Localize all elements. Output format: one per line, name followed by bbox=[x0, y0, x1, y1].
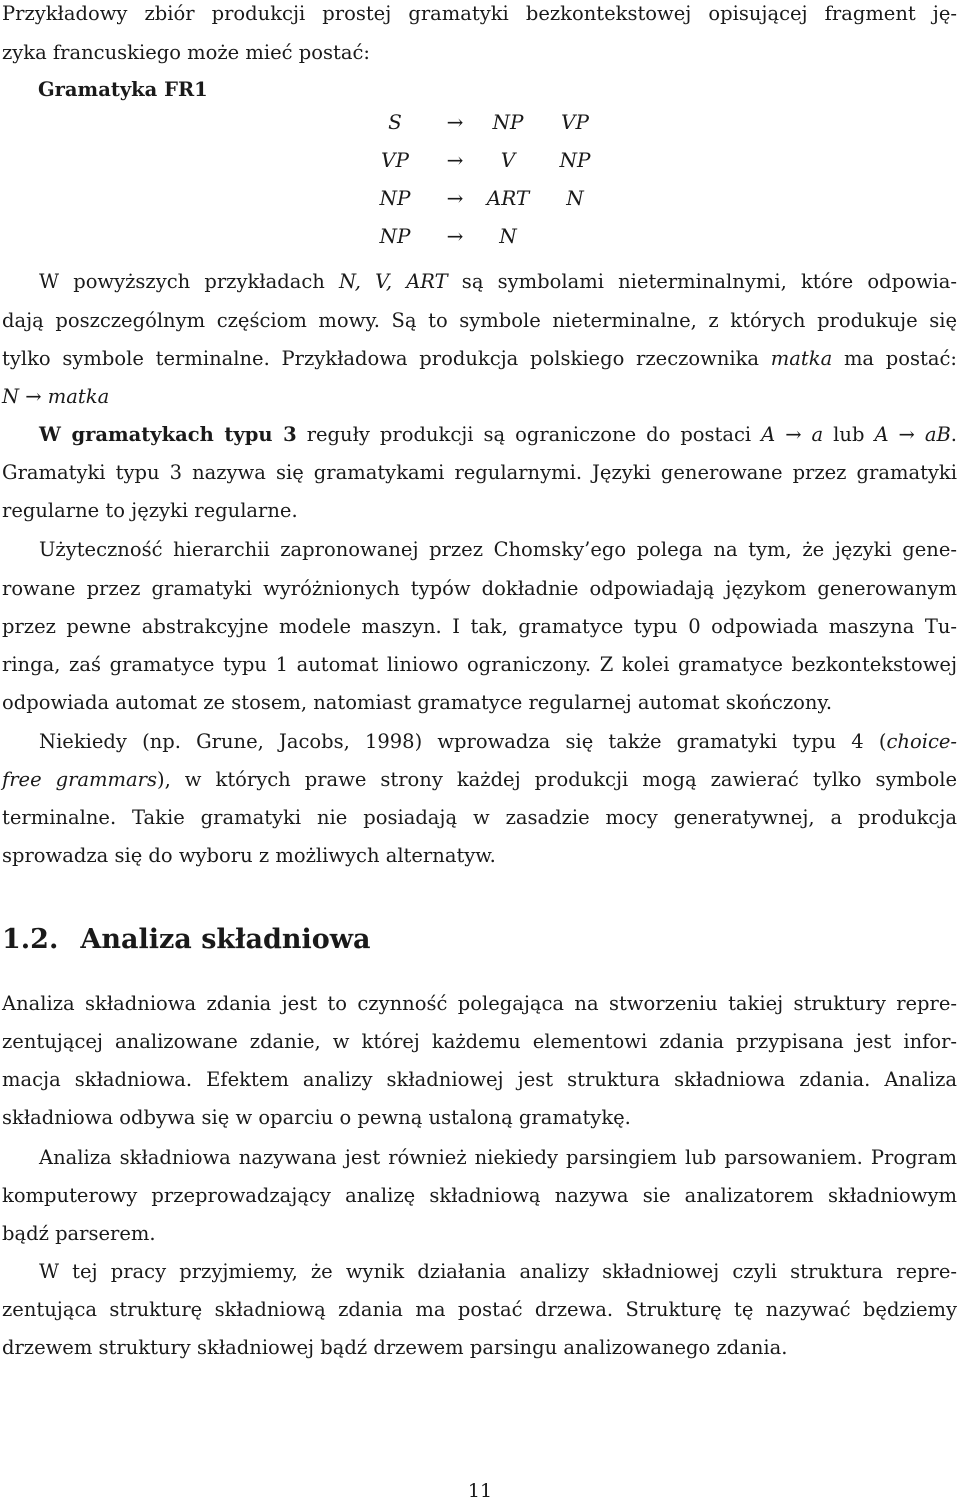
italic-term: free grammars bbox=[2, 768, 157, 791]
page-number: 11 bbox=[467, 1480, 493, 1502]
para7-line-3: drzewem struktury składniowej bądź drzewem parsingu analizowanego zdania. bbox=[2, 1336, 788, 1359]
rule-arrow: → bbox=[446, 186, 464, 210]
section-title: Analiza składniowa bbox=[80, 924, 371, 955]
para3-line-4: ringa, zaś gramatyce typu 1 automat liniowo ograniczony. Z kolei gramatyce bezkontekstowej bbox=[2, 653, 957, 676]
para1-line-3 bbox=[2, 347, 957, 371]
para4-line-3: terminalne. Takie gramatyki nie posiadają w zasadzie mocy generatywnej, a produkcja bbox=[2, 806, 957, 829]
para4-line-4: sprowadza się do wyboru z możliwych alternatyw. bbox=[2, 844, 496, 867]
bold-term: W gramatykach typu 3 bbox=[39, 423, 297, 446]
italic-term: choice- bbox=[886, 730, 957, 753]
para3-line-2: rowane przez gramatyki wyróżnionych typów dokładnie odpowiadają językom generowanym bbox=[2, 577, 957, 600]
para7-line-1: W tej pracy przyjmiemy, że wynik działania analizy składniowej czyli struktura repre- bbox=[39, 1260, 957, 1283]
para2-line-3: regularne to języki regularne. bbox=[2, 499, 298, 522]
para7-line-2: zentująca strukturę składniową zdania ma postać drzewa. Strukturę tę nazywać będziemy bbox=[2, 1298, 957, 1321]
para5-line-2: zentującej analizowane zdanie, w której każdemu elementowi zdania przypisana jest infor- bbox=[2, 1030, 957, 1053]
grammar-rule-2 bbox=[360, 148, 620, 178]
grammar-rule-3 bbox=[360, 186, 620, 216]
text-span: reguły produkcji są ograniczone do postaci bbox=[296, 423, 762, 446]
section-number: 1.2. bbox=[2, 924, 59, 955]
grammar-title: Gramatyka FR1 bbox=[38, 78, 208, 101]
formula: A → aB bbox=[874, 423, 951, 446]
text-span: W powyższych przykładach bbox=[39, 270, 339, 293]
formula: A → a bbox=[761, 423, 824, 446]
text-span: tylko symbole terminalne. Przykładowa produkcja polskiego rzeczownika bbox=[2, 347, 771, 370]
rule-rhs-2: VP bbox=[561, 110, 589, 134]
rule-rhs-1: ART bbox=[486, 186, 530, 210]
text-span: Niekiedy (np. Grune, Jacobs, 1998) wprowadza się także gramatyki typu 4 ( bbox=[39, 730, 887, 753]
rule-lhs: S bbox=[388, 110, 402, 134]
rule-lhs: NP bbox=[379, 224, 411, 248]
rule-arrow: → bbox=[446, 110, 464, 134]
para3-line-1: Użyteczność hierarchii zapronowanej przez Chomsky’ego polega na tym, że języki gene- bbox=[39, 538, 957, 561]
rule-rhs-1: V bbox=[500, 148, 516, 172]
intro-line-2: zyka francuskiego może mieć postać: bbox=[2, 41, 370, 64]
para3-line-5: odpowiada automat ze stosem, natomiast gramatyce regularnej automat skończony. bbox=[2, 691, 833, 714]
intro-line-1: Przykładowy zbiór produkcji prostej gramatyki bezkontekstowej opisującej fragment ję- bbox=[2, 2, 957, 25]
para6-line-2: komputerowy przeprowadzający analizę składniową nazywa sie analizatorem składniowym bbox=[2, 1184, 957, 1207]
rule-rhs-1: NP bbox=[492, 110, 524, 134]
text-span: lub bbox=[823, 423, 875, 446]
text-span: ), w których prawe strony każdej produkcji mogą zawierać tylko symbole bbox=[157, 768, 957, 791]
rule-arrow: → bbox=[446, 148, 464, 172]
grammar-rule-4 bbox=[360, 224, 620, 254]
para5-line-1: Analiza składniowa zdania jest to czynność polegająca na stworzeniu takiej struktury repre- bbox=[2, 992, 957, 1015]
para1-line-2: dają poszczególnym częściom mowy. Są to symbole nieterminalne, z których produkuje się bbox=[2, 309, 957, 332]
grammar-rule-1 bbox=[360, 110, 620, 140]
rule-arrow: → bbox=[446, 224, 464, 248]
para6-line-1: Analiza składniowa nazywana jest również niekiedy parsingiem lub parsowaniem. Program bbox=[39, 1146, 957, 1169]
para4-line-1 bbox=[2, 730, 957, 754]
rule-rhs-2: N bbox=[566, 186, 584, 210]
para5-line-3: macja składniowa. Efektem analizy składniowej jest struktura składniowa zdania. Analiza bbox=[2, 1068, 957, 1091]
production-example: N → matka bbox=[2, 385, 110, 408]
para3-line-3: przez pewne abstrakcyjne modele maszyn. I tak, gramatyce typu 0 odpowiada maszyna Tu- bbox=[2, 615, 957, 638]
para6-line-3: bądź parserem. bbox=[2, 1222, 156, 1245]
para2-line-1 bbox=[2, 423, 957, 447]
para2-line-2: Gramatyki typu 3 nazywa się gramatykami regularnymi. Języki generowane przez gramatyki bbox=[2, 461, 957, 484]
rule-lhs: VP bbox=[381, 148, 409, 172]
para5-line-4: składniowa odbywa się w oparciu o pewną ustaloną gramatykę. bbox=[2, 1106, 631, 1129]
math-symbols: N, V, ART bbox=[338, 270, 448, 293]
text-span: ma postać: bbox=[832, 347, 957, 370]
text-span: . bbox=[950, 423, 957, 446]
rule-rhs-1: N bbox=[499, 224, 517, 248]
example-word: matka bbox=[770, 347, 833, 370]
rule-rhs-2: NP bbox=[559, 148, 591, 172]
rule-lhs: NP bbox=[379, 186, 411, 210]
section-heading bbox=[2, 922, 371, 958]
para4-line-2 bbox=[2, 768, 957, 792]
text-span: są symbolami nieterminalnymi, które odpowia- bbox=[447, 270, 957, 293]
para1-line-1 bbox=[2, 270, 957, 294]
